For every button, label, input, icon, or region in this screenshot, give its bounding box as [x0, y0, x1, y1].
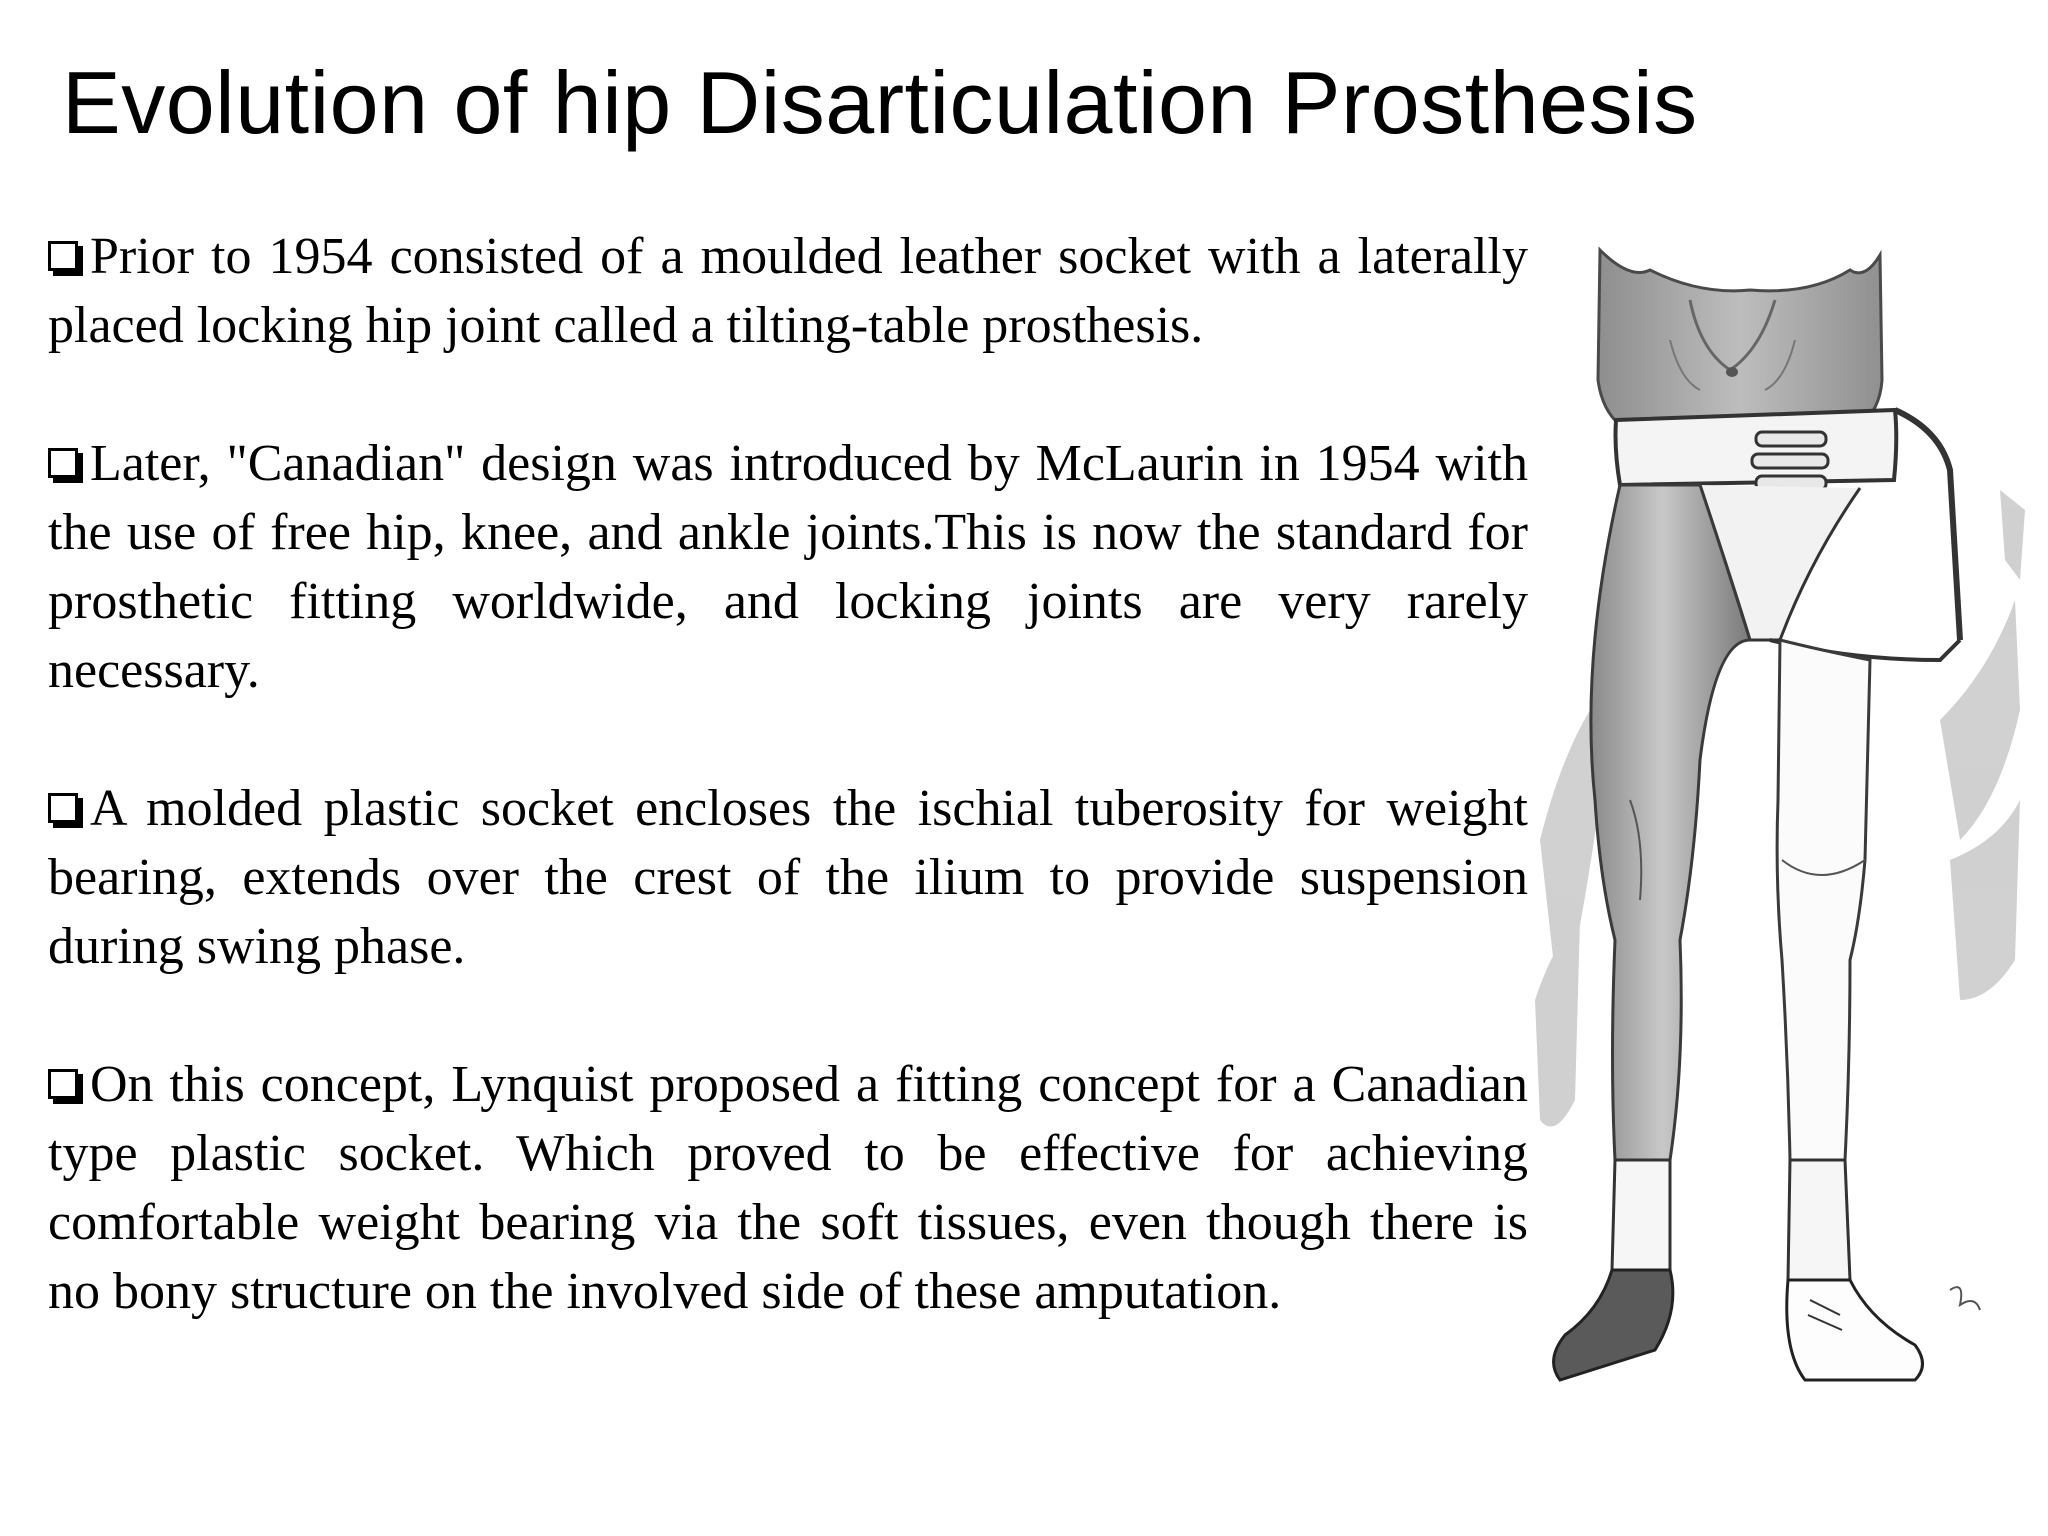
hip-disarticulation-prosthesis-illustration [1520, 240, 2030, 1470]
bullet-item [48, 774, 1528, 981]
slide-title: Evolution of hip Disarticulation Prosthesis [62, 53, 1698, 152]
bullet-item [48, 222, 1528, 360]
bullet-item [48, 429, 1528, 705]
bullet-text: Prior to 1954 consisted of a moulded leather socket with a laterally placed locking hip joint called a tilting-table prosthesis. [48, 228, 1528, 354]
natural-leg [1554, 485, 1750, 1380]
prosthetic-leg [1777, 640, 1922, 1380]
bullet-list [48, 222, 1528, 1395]
bullet-text: Later, "Canadian" design was introduced by McLaurin in 1954 with the use of free hip, knee, and ankle joints.This is now the standard for prosthetic fitting worldwide, and locking joints are very rarely necessary. [48, 435, 1528, 699]
bullet-text: On this concept, Lynquist proposed a fitting concept for a Canadian type plastic socket. Which proved to be effective for achieving comfortable weight bearing via the soft tissues, even though there is no bony structure on the involved side of these amputation. [48, 1056, 1528, 1320]
checkbox-bullet-icon [48, 793, 78, 823]
checkbox-bullet-icon [48, 241, 78, 271]
torso [1598, 250, 1882, 425]
artist-mark [1950, 1287, 1980, 1310]
checkbox-bullet-icon [48, 1069, 78, 1099]
bullet-item [48, 1050, 1528, 1326]
checkbox-bullet-icon [48, 448, 78, 478]
bullet-text: A molded plastic socket encloses the ischial tuberosity for weight bearing, extends over the crest of the ilium to provide suspension during swing phase. [48, 780, 1528, 975]
